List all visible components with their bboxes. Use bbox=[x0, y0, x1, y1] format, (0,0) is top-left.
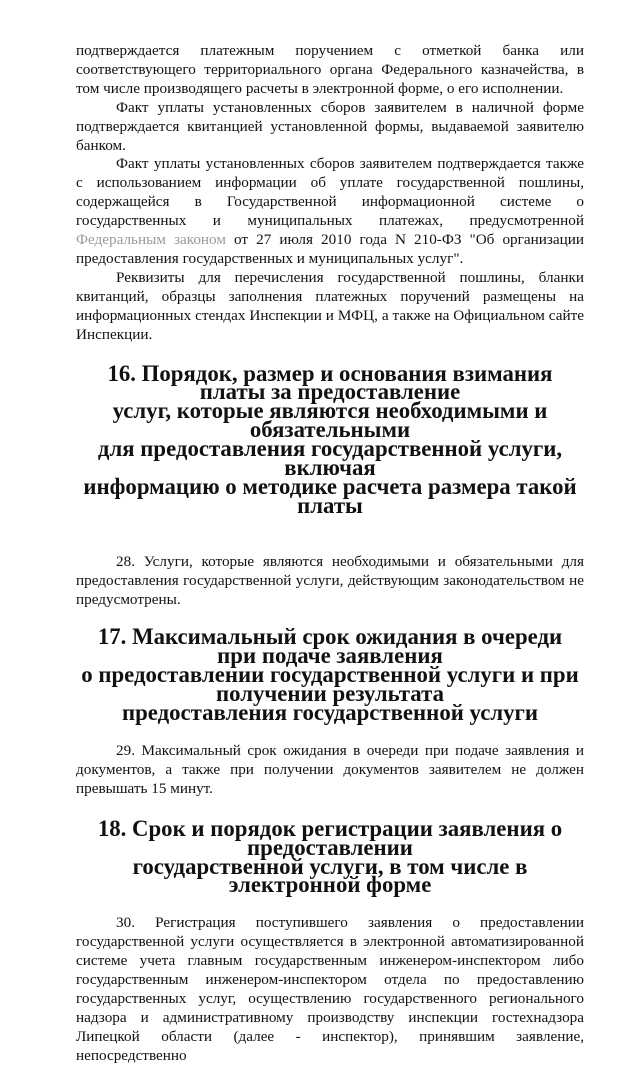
paragraph-28: 28. Услуги, которые являются необходимыми и обязательными для предоставления государственной услуги, действующим законодательством не предусмотрены. bbox=[76, 552, 584, 608]
section-heading-17: 17. Максимальный срок ожидания в очереди при подаче заявления о предоставлении государственной услуги и при получении результата предоставления государственной услуги bbox=[81, 624, 579, 726]
paragraph-payment-order: подтверждается платежным поручением с отметкой банка или соответствующего территориального органа Федерального казначейства, в том числе производящего расчеты в электронной форме, о его исполнении. bbox=[76, 42, 584, 97]
paragraph-gis-text-a: Факт уплаты установленных сборов заявителем подтверждается также с использованием информации об уплате государственной пошлины, содержащейся в Государственной информационной системе о государственных и муниципальных платежах, предусмотренной bbox=[76, 155, 584, 230]
paragraph-gis-text-b: от 27 июля 2010 года N 210-ФЗ "Об организации предоставления государственных и муниципальных услуг". bbox=[76, 231, 584, 267]
federal-law-link[interactable]: Федеральным законом bbox=[76, 231, 226, 249]
paragraph-requisites: Реквизиты для перечисления государственной пошлины, бланки квитанций, образцы заполнения платежных поручений размещены на информационных стендах Инспекции и МФЦ, а также на Официальном сайте Инспекции. bbox=[76, 268, 584, 343]
paragraph-gis-payment bbox=[76, 155, 584, 268]
paragraph-30: 30. Регистрация поступившего заявления о предоставлении государственной услуги осуществляется в электронной автоматизированной системе учета главным государственным инженером-инспектором либо государственным инженером-инспектором отдела по предоставлению государственных услуг, осуществлению государственного регионального надзора и административному производству инспекции гостехнадзора Липецкой области (далее - инспектор), принявшим заявление, непосредственно bbox=[76, 914, 584, 1064]
paragraph-29: 29. Максимальный срок ожидания в очереди при подаче заявления и документов, а также при получении документов заявителем не должен превышать 15 минут. bbox=[76, 742, 584, 797]
paragraph-cash-payment: Факт уплаты установленных сборов заявителем в наличной форме подтверждается квитанцией установленной формы, выдаваемой заявителю банком. bbox=[76, 98, 584, 154]
document-page bbox=[76, 42, 584, 1066]
section-heading-16: 16. Порядок, размер и основания взимания платы за предоставление услуг, которые являются необходимыми и обязательными для предоставления государственной услуги, включая информацию о методике расчета размера такой платы bbox=[83, 360, 577, 518]
section-heading-18: 18. Срок и порядок регистрации заявления о предоставлении государственной услуги, в том числе в электронной форме bbox=[97, 815, 563, 898]
